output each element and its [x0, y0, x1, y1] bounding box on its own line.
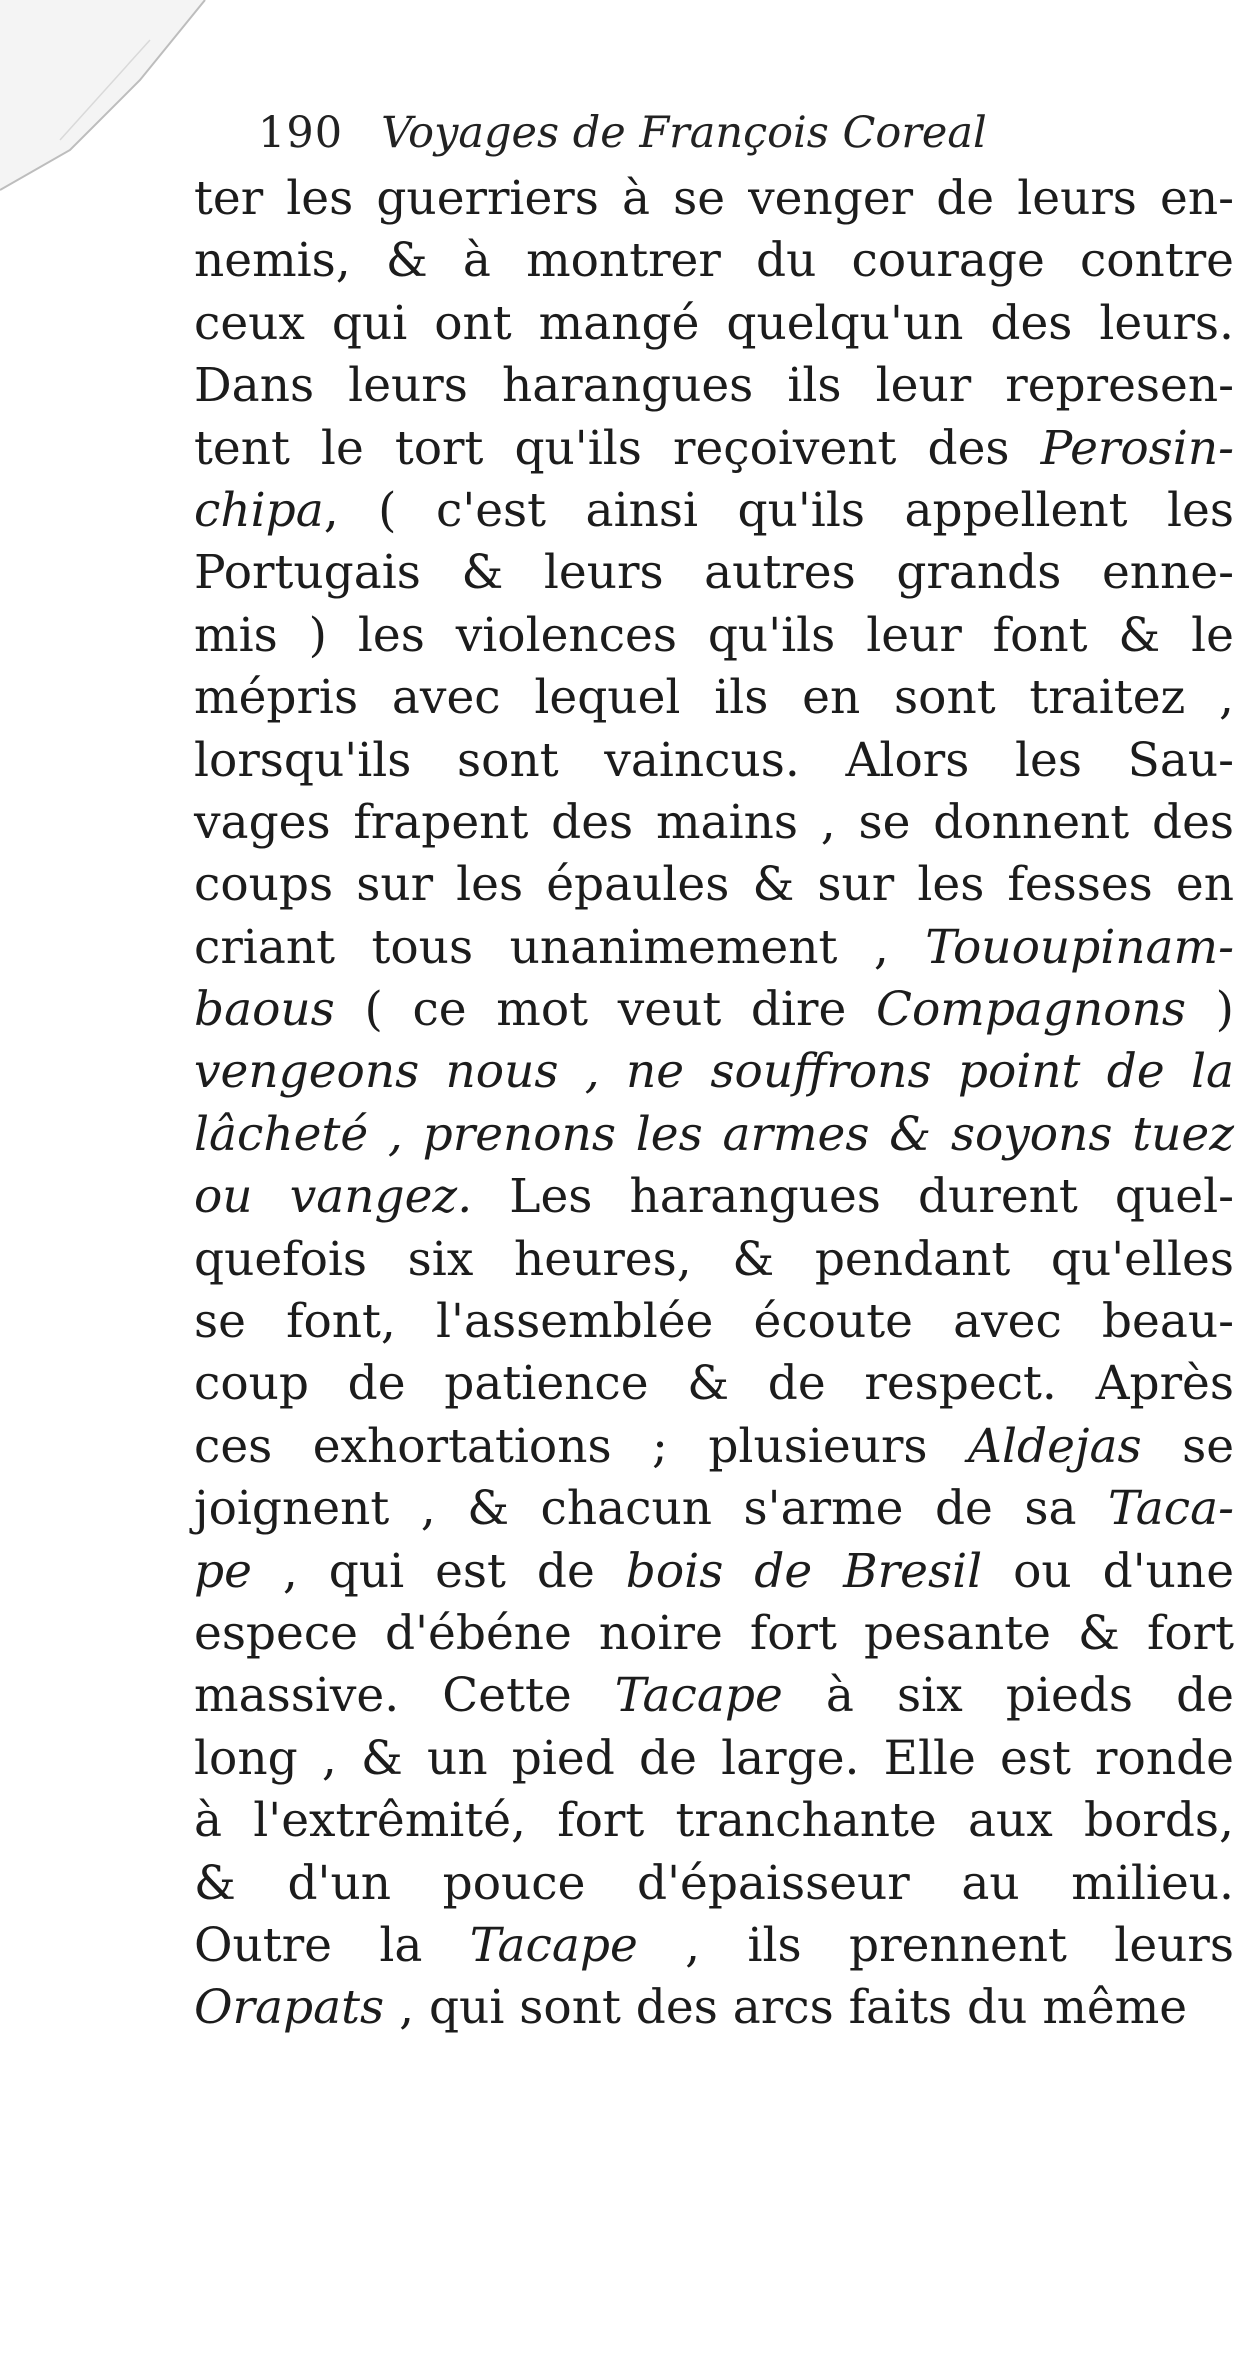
text-segment: ceux qui ont mangé quelqu'un des leurs.	[194, 295, 1234, 351]
italic-text-segment: pe	[194, 1543, 252, 1599]
text-segment: ter les guerriers à se venger de leurs en-	[194, 171, 1234, 226]
text-segment: Outre la	[194, 1917, 470, 1973]
text-segment: , qui sont des arcs faits du même	[384, 1980, 1188, 2036]
text-segment: )	[1185, 982, 1234, 1038]
italic-text-segment: ou vangez.	[194, 1169, 473, 1225]
text-line	[194, 480, 1234, 542]
italic-text-segment: lâcheté , prenons les armes & soyons tuez	[194, 1106, 1234, 1162]
text-segment: vages frapent des mains , se donnent des	[194, 794, 1234, 850]
text-segment: à l'extrêmité, fort tranchante aux bords,	[194, 1793, 1234, 1849]
text-line	[194, 1353, 1234, 1415]
text-line	[194, 1478, 1234, 1540]
text-segment: long , & un pied de large. Elle est ronde	[194, 1730, 1234, 1786]
italic-text-segment: Tacape	[614, 1668, 783, 1724]
text-line	[194, 605, 1234, 667]
text-line	[194, 1790, 1234, 1852]
text-line	[194, 1291, 1234, 1353]
text-segment: joignent , & chacun s'arme de sa	[194, 1481, 1109, 1537]
text-line	[194, 1104, 1234, 1166]
text-segment: coups sur les épaules & sur les fesses en	[194, 857, 1234, 913]
text-segment: & d'un pouce d'épaisseur au milieu.	[194, 1855, 1234, 1911]
italic-text-segment: Orapats	[194, 1980, 385, 2036]
text-line	[194, 293, 1234, 355]
text-segment: se	[1141, 1418, 1235, 1474]
text-line	[194, 1041, 1234, 1103]
text-segment: , ils prennent leurs	[637, 1917, 1235, 1973]
text-line	[194, 1166, 1234, 1228]
text-line	[194, 1229, 1234, 1291]
text-line	[194, 230, 1234, 292]
italic-text-segment: vengeons nous , ne souffrons point de la	[194, 1044, 1234, 1100]
text-line	[194, 979, 1234, 1041]
text-line	[194, 1915, 1234, 1977]
text-segment: lorsqu'ils sont vaincus. Alors les Sau-	[194, 732, 1234, 788]
text-line	[194, 168, 1234, 230]
italic-text-segment: Compagnons	[876, 982, 1186, 1038]
italic-text-segment: bois de Bresil	[625, 1543, 983, 1599]
text-line	[194, 418, 1234, 480]
text-segment: , ( c'est ainsi qu'ils appellent les	[323, 482, 1234, 538]
italic-text-segment: Taca-	[1108, 1481, 1234, 1537]
text-segment: Dans leurs harangues ils leur represen-	[194, 358, 1234, 414]
text-segment: Les harangues durent quel-	[472, 1169, 1235, 1225]
text-line	[194, 1853, 1234, 1915]
text-line	[194, 355, 1234, 417]
italic-text-segment: Aldejas	[968, 1418, 1142, 1474]
text-line	[194, 1665, 1234, 1727]
page-number: 190	[258, 108, 344, 158]
text-segment: ou d'une	[982, 1543, 1235, 1599]
text-line	[194, 1977, 1234, 2039]
text-line	[194, 1416, 1234, 1478]
text-segment: massive. Cette	[194, 1668, 615, 1724]
italic-text-segment: Perosin-	[1040, 420, 1234, 476]
text-segment: mépris avec lequel ils en sont traitez ,	[194, 670, 1234, 726]
italic-text-segment: baous	[194, 982, 335, 1038]
text-segment: mis ) les violences qu'ils leur font & le	[194, 607, 1234, 663]
text-line	[194, 667, 1234, 729]
text-line	[194, 542, 1234, 604]
italic-text-segment: Tacape	[469, 1917, 638, 1973]
text-segment: Portugais & leurs autres grands enne-	[194, 545, 1234, 601]
text-line	[194, 854, 1234, 916]
text-line	[194, 1728, 1234, 1790]
page-header	[258, 108, 987, 158]
text-segment: coup de patience & de respect. Après	[194, 1356, 1234, 1412]
text-segment: quefois six heures, & pendant qu'elles	[194, 1231, 1234, 1287]
italic-text-segment: chipa	[194, 482, 324, 538]
text-segment: , qui est de	[251, 1543, 626, 1599]
text-line	[194, 917, 1234, 979]
text-line	[194, 1541, 1234, 1603]
text-segment: tent le tort qu'ils reçoivent des	[194, 420, 1041, 476]
text-segment: nemis, & à montrer du courage contre	[194, 233, 1234, 289]
text-line	[194, 1603, 1234, 1665]
text-segment: ( ce mot veut dire	[334, 982, 876, 1038]
text-line	[194, 792, 1234, 854]
body-text	[194, 168, 1234, 2040]
text-segment: se font, l'assemblée écoute avec beau-	[194, 1294, 1234, 1350]
running-title: Voyages de François Coreal	[381, 108, 987, 158]
text-segment: à six pieds de	[782, 1668, 1234, 1724]
text-segment: espece d'ébéne noire fort pesante & fort	[194, 1605, 1234, 1661]
text-line	[194, 730, 1234, 792]
italic-text-segment: Tououpinam-	[925, 919, 1234, 975]
text-segment: ces exhortations ; plusieurs	[194, 1418, 969, 1474]
text-segment: criant tous unanimement ,	[194, 919, 926, 975]
